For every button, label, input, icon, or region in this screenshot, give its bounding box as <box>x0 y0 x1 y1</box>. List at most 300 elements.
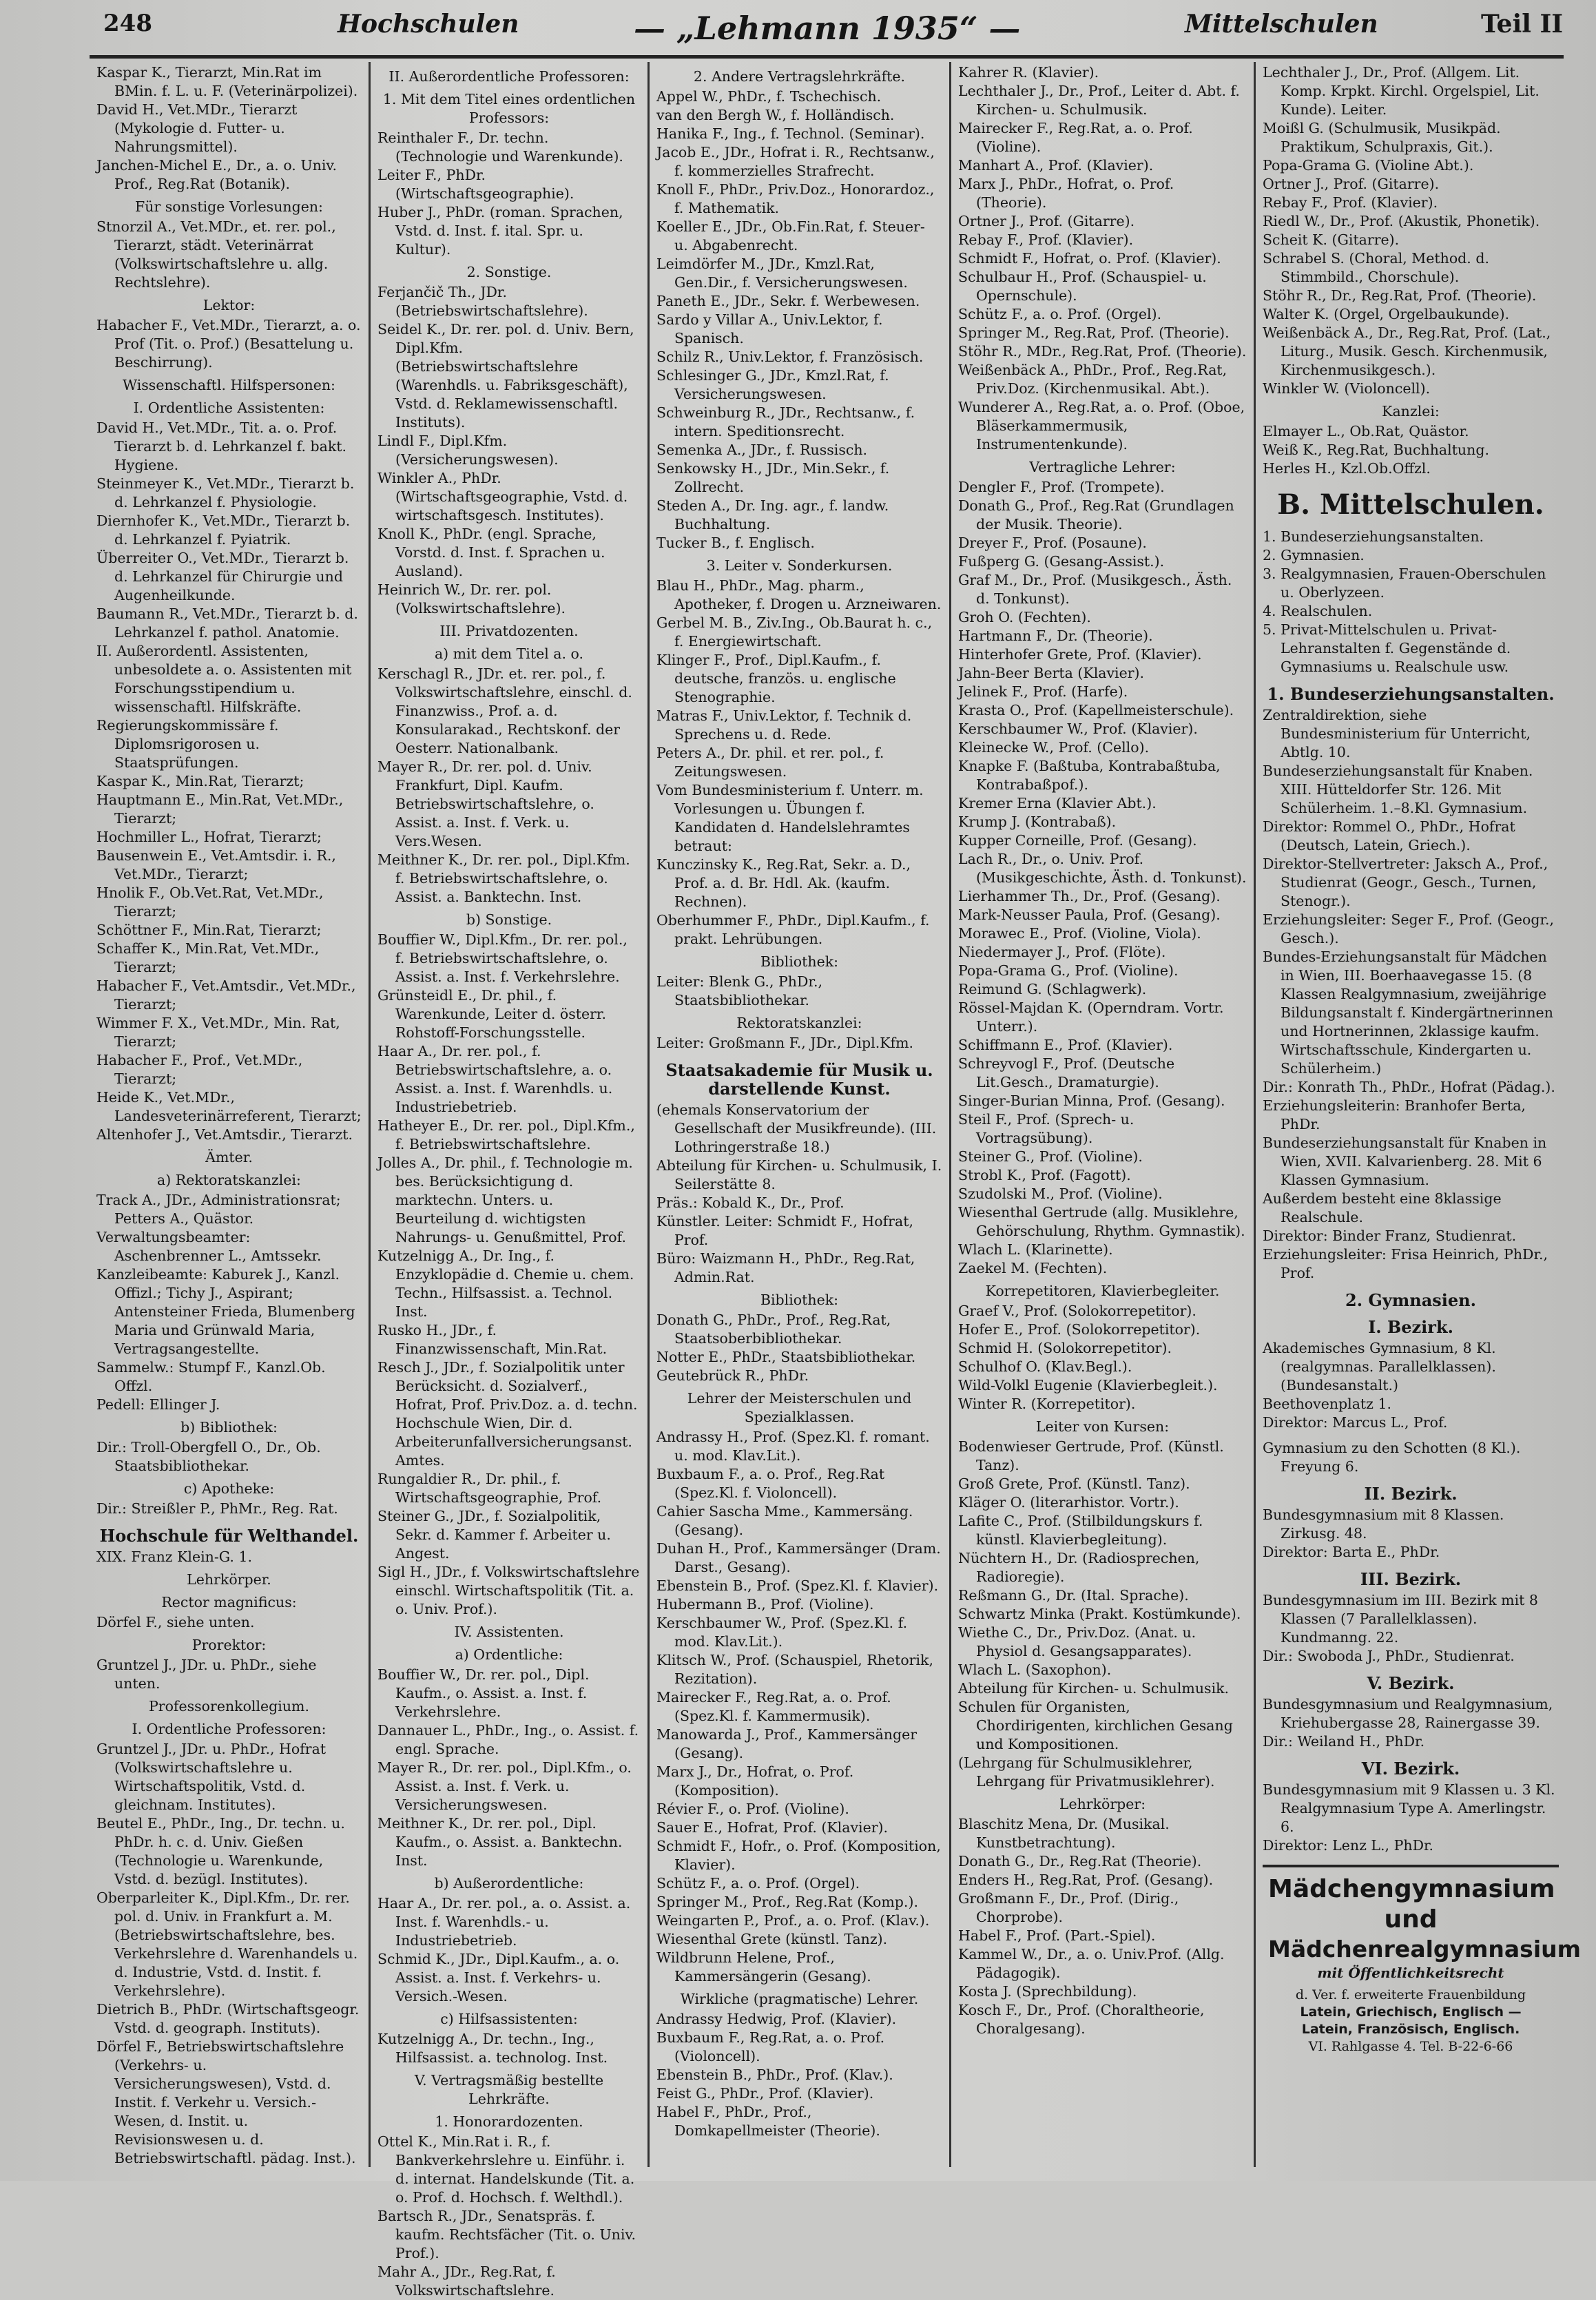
entry-text: Peters A., Dr. phil. et rer. pol., f. Zeitungswesen. <box>656 745 884 780</box>
entry-text: Szudolski M., Prof. (Violine). <box>958 1185 1163 1202</box>
ad-title-line-1: Mädchengymnasium und <box>1268 1875 1555 1934</box>
entry-text: Erziehungsleiterin: Branhofer Berta, PhDr. <box>1263 1097 1526 1132</box>
entry-text: Hatheyer E., Dr. rer. pol., Dipl.Kfm., f. Betriebswirtschaftslehre. <box>377 1117 635 1152</box>
entry-text: Wimmer F. X., Vet.MDr., Min. Rat, Tierarzt; <box>96 1015 340 1050</box>
entry-text: Strobl K., Prof. (Fagott). <box>958 1167 1131 1183</box>
entry-text: Klinger F., Prof., Dipl.Kaufm., f. deutsche, französ. u. englische Stenographie. <box>656 652 896 705</box>
entry-text: Künstler. Leiter: Schmidt F., Hofrat, Prof. <box>656 1213 913 1248</box>
entry-text: Rusko H., JDr., f. Finanzwissenschaft, Min.Rat. <box>377 1322 608 1357</box>
entry-text: Steil F., Prof. (Sprech- u. Vortragsübung). <box>958 1111 1134 1146</box>
entry-text: Winkler A., PhDr. (Wirtschaftsgeographie, Vstd. d. wirtschaftsgesch. Institutes). <box>377 470 628 524</box>
section-heading: Professorenkollegium. <box>148 1698 310 1714</box>
entry-text: Weißenbäck A., PhDr., Prof., Reg.Rat, Priv.Doz. (Kirchenmusikal. Abt.). <box>958 362 1227 397</box>
section-heading: III. Privatdozenten. <box>439 623 579 639</box>
entry-text: Kaspar K., Min.Rat, Tierarzt; <box>96 773 304 789</box>
entry-text: Lindl F., Dipl.Kfm. (Versicherungswesen). <box>377 433 559 468</box>
entry-text: Gerbel M. B., Ziv.Ing., Ob.Baurat h. c., f. Energiewirtschaft. <box>656 614 933 650</box>
entry-text: Abteilung für Kirchen- u. Schulmusik, I. Seilerstätte 8. <box>656 1157 942 1192</box>
entry-text: Janchen-Michel E., Dr., a. o. Univ. Prof., Reg.Rat (Botanik). <box>96 157 338 192</box>
section-heading: Kanzlei: <box>1382 403 1440 419</box>
section-heading: IV. Assistenten. <box>454 1624 564 1640</box>
section-heading: 2. Sonstige. <box>466 264 552 280</box>
entry-text: Hochmiller L., Hofrat, Tierarzt; <box>96 829 322 845</box>
entry-text: Sammelw.: Stumpf F., Kanzl.Ob. Offzl. <box>96 1359 326 1394</box>
page-number: 248 <box>103 10 152 37</box>
entry-text: Lechthaler J., Dr., Prof. (Allgem. Lit. Komp. Krpkt. Kirchl. Orgelspiel, Lit. Kunde). Leiter. <box>1263 64 1540 118</box>
section-heading: a) mit dem Titel a. o. <box>434 645 584 662</box>
section-heading: 3. Leiter v. Sonderkursen. <box>706 557 893 574</box>
entry-text: Ottel K., Min.Rat i. R., f. Bankverkehrslehre u. Einführ. i. d. internat. Handelskunde (Tit. a. o. Prof. d. Hochsch. f. Welthdl.). <box>377 2133 635 2206</box>
section-heading: I. Ordentliche Assistenten: <box>133 400 325 416</box>
section-heading: Rector magnificus: <box>161 1594 297 1610</box>
entry-text: Schulhof O. (Klav.Begl.). <box>958 1358 1132 1375</box>
entry-text: Steinmeyer K., Vet.MDr., Tierarzt b. d. Lehrkanzel f. Physiologie. <box>96 475 355 510</box>
entry-text: Schulen für Organisten, Chordirigenten, kirchlichen Gesang und Kompositionen. <box>958 1699 1233 1752</box>
entry-text: Schaffer K., Min.Rat, Vet.MDr., Tierarzt; <box>96 940 320 975</box>
entry-text: Walter K. (Orgel, Orgelbaukunde). <box>1263 306 1510 322</box>
entry-text: Huber J., PhDr. (roman. Sprachen, Vstd. d. Inst. f. ital. Spr. u. Kultur). <box>377 204 623 258</box>
entry-text: Hartmann F., Dr. (Theorie). <box>958 628 1153 644</box>
entry-text: Kerschbaumer W., Prof. (Klavier). <box>958 721 1198 737</box>
entry-text: Blaschitz Mena, Dr. (Musikal. Kunstbetrachtung). <box>958 1816 1170 1851</box>
entry-text: Überreiter O., Vet.MDr., Tierarzt b. d. Lehrkanzel für Chirurgie und Augenheilkunde. <box>96 550 349 603</box>
entry-text: Wunderer A., Reg.Rat, a. o. Prof. (Oboe, Bläserkammermusik, Instrumentenkunde). <box>958 399 1245 453</box>
entry-text: Schöttner F., Min.Rat, Tierarzt; <box>96 922 322 938</box>
entry-text: Schmid K., JDr., Dipl.Kaufm., a. o. Assist. a. Inst. f. Verkehrs- u. Versich.-Wesen. <box>377 1951 620 2004</box>
running-title-left: Hochschulen <box>338 10 519 39</box>
entry-text: Gruntzel J., JDr. u. PhDr., siehe unten. <box>96 1657 317 1692</box>
entry-text: Wiesenthal Grete (künstl. Tanz). <box>656 1931 888 1947</box>
entry-text: Vom Bundesministerium f. Unterr. m. Vorlesungen u. Übungen f. Kandidaten d. Handelslehramtes betraut: <box>656 782 924 854</box>
entry-text: Cahier Sascha Mme., Kammersäng. (Gesang). <box>656 1503 913 1538</box>
entry-text: (Lehrgang für Schulmusiklehrer, Lehrgang für Privatmusiklehrer). <box>958 1754 1215 1790</box>
ad-subtitle: mit Öffentlichkeitsrecht <box>1317 1965 1504 1981</box>
entry-text: van den Bergh W., f. Holländisch. <box>656 107 895 123</box>
entry-text: Appel W., PhDr., f. Tschechisch. <box>656 88 882 105</box>
entry-text: Semenka A., JDr., f. Russisch. <box>656 442 868 458</box>
entry-text: Heide K., Vet.MDr., Landesveterinärreferent, Tierarzt; <box>96 1089 362 1124</box>
section-heading: Vertragliche Lehrer: <box>1029 459 1176 475</box>
entry-text: Kremer Erna (Klavier Abt.). <box>958 795 1157 811</box>
column-divider <box>647 62 650 2167</box>
entry-text: Kläger O. (literarhistor. Vortr.). <box>958 1494 1179 1511</box>
ad-title-line-2: Mädchenrealgymnasium <box>1268 1936 1582 1962</box>
entry-text: Beethovenplatz 1. <box>1263 1396 1392 1412</box>
entry-text: Schmidt F., Hofrat, o. Prof. (Klavier). <box>958 250 1221 267</box>
entry-text: Schweinburg R., JDr., Rechtsanw., f. intern. Speditionsrecht. <box>656 404 915 439</box>
entry-text: Büro: Waizmann H., PhDr., Reg.Rat, Admin.Rat. <box>656 1250 915 1285</box>
entry-text: Graef V., Prof. (Solokorrepetitor). <box>958 1303 1196 1319</box>
section-heading: Staatsakademie für Musik u. darstellende Kunst. <box>665 1060 933 1099</box>
entry-text: Duhan H., Prof., Kammersänger (Dram. Darst., Gesang). <box>656 1540 941 1575</box>
entry-text: Bartsch R., JDr., Senatspräs. f. kaufm. Rechtsfächer (Tit. o. Univ. Prof.). <box>377 2208 636 2261</box>
entry-text: Reimund G. (Schlagwerk). <box>958 981 1147 997</box>
section-heading: II. Bezirk. <box>1364 1484 1458 1504</box>
entry-text: Dengler F., Prof. (Trompete). <box>958 479 1165 495</box>
entry-text: Jacob E., JDr., Hofrat i. R., Rechtsanw., f. kommerzielles Strafrecht. <box>656 144 935 179</box>
entry-text: Schmidt F., Hofr., o. Prof. (Komposition, Klavier). <box>656 1838 941 1873</box>
entry-text: Knapke F. (Baßtuba, Kontrabaßtuba, Kontrabaßpof.). <box>958 758 1221 793</box>
entry-text: David H., Vet.MDr., Tierarzt (Mykologie d. Futter- u. Nahrungsmittel). <box>96 101 298 155</box>
entry-text: Lafite C., Prof. (Stilbildungskurs f. künstl. Klavierbegleitung). <box>958 1513 1203 1548</box>
entry-text: Meithner K., Dr. rer. pol., Dipl. Kaufm., o. Assist. a. Banktechn. Inst. <box>377 1815 623 1869</box>
entry-text: Baumann R., Vet.MDr., Tierarzt b. d. Lehrkanzel f. pathol. Anatomie. <box>96 605 358 641</box>
entry-text: Krasta O., Prof. (Kapellmeisterschule). <box>958 702 1234 718</box>
entry-text: Senkowsky H., JDr., Min.Sekr., f. Zollrecht. <box>656 460 890 495</box>
entry-text: Dir.: Streißler P., PhMr., Reg. Rat. <box>96 1500 338 1517</box>
entry-text: Hnolik F., Ob.Vet.Rat, Vet.MDr., Tierarzt; <box>96 884 324 920</box>
entry-text: Klitsch W., Prof. (Schauspiel, Rhetorik, Rezitation). <box>656 1652 933 1687</box>
entry-text: Donath G., Dr., Reg.Rat (Theorie). <box>958 1853 1202 1869</box>
entry-text: Hanika F., Ing., f. Technol. (Seminar). <box>656 125 925 142</box>
entry-text: Ebenstein B., Prof. (Spez.Kl. f. Klavier). <box>656 1577 939 1594</box>
section-heading: Lektor: <box>203 297 256 313</box>
entry-text: 4. Realschulen. <box>1263 603 1373 619</box>
entry-text: Haar A., Dr. rer. pol., f. Betriebswirtschaftslehre, a. o. Assist. a. Inst. f. Warenhdls. u. Industriebetrieb. <box>377 1043 613 1115</box>
text-column-5 <box>1263 63 1582 2181</box>
entry-text: Schmid H. (Solokorrepetitor). <box>958 1340 1172 1356</box>
entry-text: Ebenstein B., PhDr., Prof. (Klav.). <box>656 2066 893 2083</box>
section-heading: b) Außerordentliche: <box>434 1875 584 1892</box>
entry-text: Hauptmann E., Min.Rat, Vet.MDr., Tierarzt; <box>96 791 344 827</box>
entry-text: Oberparleiter K., Dipl.Kfm., Dr. rer. pol. d. Univ. in Frankfurt a. M. (Betriebswirtschaftslehre, bes. Verkehrslehre d. Warenhandels u. d. Industrie, Vstd. d. Instit. f. Verkehrslehre). <box>96 1889 358 1999</box>
entry-text: Jahn-Beer Berta (Klavier). <box>958 665 1145 681</box>
entry-text: Habacher F., Vet.Amtsdir., Vet.MDr., Tierarzt; <box>96 977 356 1013</box>
entry-text: Moißl G. (Schulmusik, Musikpäd. Praktikum, Schulpraxis, Git.). <box>1263 120 1501 155</box>
section-heading: c) Apotheke: <box>183 1480 275 1497</box>
entry-text: Dörfel F., Betriebswirtschaftslehre (Verkehrs- u. Versicherungswesen), Vstd. d. Instit. f. Verkehr u. Versich.-Wesen, d. Instit. u. Revisionswesen u. d. Betriebswirtschaftl. pädag. Inst.). <box>96 2038 356 2166</box>
entry-text: Außerdem besteht eine 8klassige Realschule. <box>1263 1190 1502 1225</box>
section-heading: a) Rektoratskanzlei: <box>157 1172 301 1188</box>
entry-text: Wlach L. (Saxophon). <box>958 1661 1112 1678</box>
entry-text: Steiner G., JDr., f. Sozialpolitik, Sekr. d. Kammer f. Arbeiter u. Angest. <box>377 1508 611 1562</box>
entry-text: Direktor: Lenz L., PhDr. <box>1263 1837 1434 1854</box>
entry-text: Leiter: Großmann F., JDr., Dipl.Kfm. <box>656 1035 914 1051</box>
entry-text: Popa-Grama G., Prof. (Violine). <box>958 962 1179 979</box>
entry-text: Singer-Burian Minna, Prof. (Gesang). <box>958 1092 1225 1109</box>
entry-text: Rössel-Majdan K. (Operndram. Vortr. Unterr.). <box>958 999 1224 1035</box>
section-heading: Prorektor: <box>191 1637 267 1653</box>
entry-text: Habel F., Prof. (Part.-Spiel). <box>958 1927 1156 1944</box>
entry-text: Pedell: Ellinger J. <box>96 1396 220 1413</box>
entry-text: Hofer E., Prof. (Solokorrepetitor). <box>958 1321 1201 1338</box>
entry-text: Track A., JDr., Administrationsrat; Petters A., Quästor. <box>96 1192 341 1227</box>
entry-text: Steden A., Dr. Ing. agr., f. landw. Buchhaltung. <box>656 497 889 532</box>
entry-text: Mahr A., JDr., Reg.Rat, f. Volkswirtschaftslehre. <box>377 2263 556 2299</box>
section-heading: 1. Bundeserziehungsanstalten. <box>1267 684 1555 704</box>
entry-text: Schlesinger G., JDr., Kmzl.Rat, f. Versicherungswesen. <box>656 367 889 402</box>
entry-text: Schütz F., a. o. Prof. (Orgel). <box>656 1875 860 1892</box>
entry-text: Wlach L. (Klarinette). <box>958 1241 1113 1258</box>
entry-text: Bouffier W., Dipl.Kfm., Dr. rer. pol., f. Betriebswirtschaftslehre, o. Assist. a. Inst. f. Verkehrslehre. <box>377 931 628 985</box>
entry-text: Morawec E., Prof. (Violine, Viola). <box>958 925 1201 942</box>
entry-text: Mairecker F., Reg.Rat, a. o. Prof. (Spez.Kl. f. Kammermusik). <box>656 1689 891 1724</box>
entry-text: Lach R., Dr., o. Univ. Prof. (Musikgeschichte, Ästh. d. Tonkunst). <box>958 851 1247 886</box>
entry-text: Kutzelnigg A., Dr. techn., Ing., Hilfsassist. a. technolog. Inst. <box>377 2031 608 2066</box>
entry-text: Schiffmann E., Prof. (Klavier). <box>958 1037 1173 1053</box>
entry-text: Großmann F., Dr., Prof. (Dirig., Chorprobe). <box>958 1890 1179 1925</box>
entry-text: Abteilung für Kirchen- u. Schulmusik. <box>958 1680 1230 1697</box>
entry-text: 2. Gymnasien. <box>1263 547 1365 563</box>
entry-text: Meithner K., Dr. rer. pol., Dipl.Kfm. f. Betriebswirtschaftslehre, o. Assist. a. Banktechn. Inst. <box>377 851 630 905</box>
entry-text: Donath G., Prof., Reg.Rat (Grundlagen der Musik. Theorie). <box>958 497 1234 532</box>
entry-text: Springer M., Reg.Rat, Prof. (Theorie). <box>958 324 1230 341</box>
entry-text: Verwaltungsbeamter: Aschenbrenner L., Amtssekr. <box>96 1229 322 1264</box>
entry-text: Kammel W., Dr., a. o. Univ.Prof. (Allg. Pädagogik). <box>958 1946 1225 1981</box>
entry-text: Lierhammer Th., Dr., Prof. (Gesang). <box>958 888 1221 904</box>
entry-text: Zentraldirektion, siehe Bundesministerium für Unterricht, Abtlg. 10. <box>1263 707 1531 760</box>
entry-text: Marx J., Dr., Hofrat, o. Prof. (Komposition). <box>656 1763 854 1799</box>
entry-text: Mairecker F., Reg.Rat, a. o. Prof. (Violine). <box>958 120 1193 155</box>
entry-text: Manhart A., Prof. (Klavier). <box>958 157 1154 174</box>
entry-text: (ehemals Konservatorium der Gesellschaft der Musikfreunde). (III. Lothringerstraße 18.) <box>656 1101 937 1155</box>
entry-text: Hinterhofer Grete, Prof. (Klavier). <box>958 646 1202 663</box>
ad-address: VI. Rahlgasse 4. Tel. B-22-6-66 <box>1308 2039 1513 2054</box>
entry-text: Sauer E., Hofrat, Prof. (Klavier). <box>656 1819 889 1836</box>
entry-text: Koeller E., JDr., Ob.Fin.Rat, f. Steuer- u. Abgabenrecht. <box>656 218 925 253</box>
entry-text: Kosta J. (Sprechbildung). <box>958 1983 1137 2000</box>
entry-text: Kahrer R. (Klavier). <box>958 64 1099 81</box>
entry-text: Grünsteidl E., Dr. phil., f. Warenkunde, Leiter d. österr. Rohstoff-Forschungsstelle. <box>377 987 606 1041</box>
section-heading: I. Ordentliche Professoren: <box>132 1721 327 1737</box>
entry-text: Schreyvogl F., Prof. (Deutsche Lit.Gesch., Dramaturgie). <box>958 1055 1175 1090</box>
section-heading: Leiter von Kursen: <box>1035 1418 1170 1435</box>
entry-text: Akademisches Gymnasium, 8 Kl. (realgymnas. Parallelklassen). (Bundesanstalt.) <box>1263 1340 1496 1394</box>
entry-text: Resch J., JDr., f. Sozialpolitik unter Berücksicht. d. Sozialverf., Hofrat, Prof. Priv.Doz. a. d. techn. Hochschule Wien, Dir. d. Arbeiterunfallversicherungsanst. Amtes. <box>377 1359 638 1469</box>
entry-text: Enders H., Reg.Rat, Prof. (Gesang). <box>958 1872 1214 1888</box>
text-column-2 <box>377 63 641 2299</box>
text-column-1 <box>96 63 362 2181</box>
entry-text: Lechthaler J., Dr., Prof., Leiter d. Abt. f. Kirchen- u. Schulmusik. <box>958 83 1240 118</box>
entry-text: David H., Vet.MDr., Tit. a. o. Prof. Tierarzt b. d. Lehrkanzel f. bakt. Hygiene. <box>96 419 347 473</box>
entry-text: Schrabel S. (Choral, Method. d. Stimmbild., Chorschule). <box>1263 250 1489 285</box>
entry-text: II. Außerordentl. Assistenten, unbesoldete a. o. Assistenten mit Forschungsstipendium u. wissenschaftl. Hilfskräfte. <box>96 643 352 715</box>
section-heading: Rektoratskanzlei: <box>736 1015 862 1031</box>
entry-text: Habacher F., Prof., Vet.MDr., Tierarzt; <box>96 1052 303 1087</box>
entry-text: Sigl H., JDr., f. Volkswirtschaftslehre einschl. Wirtschaftspolitik (Tit. a. o. Univ. Prof.). <box>377 1564 640 1617</box>
entry-text: Weiß K., Reg.Rat, Buchhaltung. <box>1263 442 1489 458</box>
entry-text: Bundes-Erziehungsanstalt für Mädchen in Wien, III. Boerhaavegasse 15. (8 Klassen Realgymnasium, zweijährige Bildungsanstalt f. Kindergärtnerinnen und Hortnerinnen, 2klassige kaufm. Wirtschaftsschule, Kindergarten u. Schülerheim.) <box>1263 949 1553 1077</box>
section-heading: II. Außerordentliche Professoren: <box>388 68 630 85</box>
entry-text: Kerschbaumer W., Prof. (Spez.Kl. f. mod. Klav.Lit.). <box>656 1615 908 1650</box>
entry-text: Scheit K. (Gitarre). <box>1263 231 1400 248</box>
entry-text: Sardo y Villar A., Univ.Lektor, f. Spanisch. <box>656 311 883 346</box>
entry-text: Bundeserziehungsanstalt für Knaben. XIII. Hütteldorfer Str. 126. Mit Schülerheim. 1.–8.Kl. Gymnasium. <box>1263 763 1533 816</box>
entry-text: Diernhofer K., Vet.MDr., Tierarzt b. d. Lehrkanzel f. Pyiatrik. <box>96 512 351 548</box>
section-heading: B. Mittelschulen. <box>1277 488 1544 521</box>
text-column-3 <box>656 63 942 2181</box>
entry-text: Weingarten P., Prof., a. o. Prof. (Klav.). <box>656 1912 930 1929</box>
entry-text: Reinthaler F., Dr. techn. (Technologie und Warenkunde). <box>377 129 623 165</box>
section-heading: 2. Gymnasien. <box>1345 1290 1476 1310</box>
entry-text: Kaspar K., Tierarzt, Min.Rat im BMin. f. L. u. F. (Veterinärpolizei). <box>96 64 358 99</box>
entry-text: Hubermann B., Prof. (Violine). <box>656 1596 874 1613</box>
entry-text: Herles H., Kzl.Ob.Offzl. <box>1263 460 1431 477</box>
entry-text: Marx J., PhDr., Hofrat, o. Prof. (Theorie). <box>958 176 1174 211</box>
section-heading: VI. Bezirk. <box>1361 1759 1460 1779</box>
entry-text: Reßmann G., Dr. (Ital. Sprache). <box>958 1587 1189 1604</box>
entry-text: Buxbaum F., a. o. Prof., Reg.Rat (Spez.Kl. f. Violoncell). <box>656 1466 885 1501</box>
column-divider <box>1254 62 1256 2167</box>
section-heading: b) Bibliothek: <box>180 1419 278 1436</box>
entry-text: Kerschagl R., JDr. et. rer. pol., f. Volkswirtschaftslehre, einschl. d. Finanzwiss., Prof. a. d. Konsularakad., Rechtskonf. der Oesterr. Nationalbank. <box>377 665 632 756</box>
section-heading: V. Vertragsmäßig bestellte Lehrkräfte. <box>414 2072 604 2107</box>
entry-text: Direktor: Rommel O., PhDr., Hofrat (Deutsch, Latein, Griech.). <box>1263 818 1515 853</box>
section-heading: V. Bezirk. <box>1367 1673 1455 1693</box>
entry-text: Matras F., Univ.Lektor, f. Technik d. Sprechens u. d. Rede. <box>656 707 912 743</box>
entry-text: Präs.: Kobald K., Dr., Prof. <box>656 1194 844 1211</box>
section-heading: Wirkliche (pragmatische) Lehrer. <box>680 1991 919 2007</box>
entry-text: Fußperg G. (Gesang-Assist.). <box>958 553 1165 570</box>
entry-text: Wildbrunn Helene, Prof., Kammersängerin (Gesang). <box>656 1949 871 1985</box>
entry-text: Knoll F., PhDr., Priv.Doz., Honorardoz., f. Mathematik. <box>656 181 935 216</box>
entry-text: Schwartz Minka (Prakt. Kostümkunde). <box>958 1606 1241 1622</box>
entry-text: Bundeserziehungsanstalt für Knaben in Wien, XVII. Kalvarienberg. 28. Mit 6 Klassen Gymnasium. <box>1263 1135 1547 1188</box>
entry-text: Leiter: Blenk G., PhDr., Staatsbibliothekar. <box>656 973 822 1008</box>
school-advertisement <box>1263 1865 1582 2062</box>
running-title-center: — „Lehmann 1935“ — <box>634 10 1021 47</box>
entry-text: Knoll K., PhDr. (engl. Sprache, Vorstd. d. Inst. f. Sprachen u. Ausland). <box>377 526 605 579</box>
entry-text: Kosch F., Dr., Prof. (Choraltheorie, Choralgesang). <box>958 2002 1205 2037</box>
entry-text: 5. Privat-Mittelschulen u. Privat-Lehranstalten f. Gegenstände d. Gymnasiums u. Realschule usw. <box>1263 621 1511 675</box>
section-heading: Ämter. <box>205 1149 253 1165</box>
entry-text: Rebay F., Prof. (Klavier). <box>1263 194 1438 211</box>
entry-text: Bundesgymnasium mit 9 Klassen u. 3 Kl. Realgymnasium Type A. Amerlingstr. 6. <box>1263 1781 1555 1835</box>
entry-text: Ortner J., Prof. (Gitarre). <box>958 213 1135 229</box>
entry-text: Tucker B., f. Englisch. <box>656 535 815 551</box>
entry-text: Bodenwieser Gertrude, Prof. (Künstl. Tanz). <box>958 1438 1224 1473</box>
entry-text: Springer M., Prof., Reg.Rat (Komp.). <box>656 1894 918 1910</box>
entry-text: Wild-Volkl Eugenie (Klavierbegleit.). <box>958 1377 1218 1394</box>
header-rule <box>90 55 1564 59</box>
entry-text: Bundesgymnasium im III. Bezirk mit 8 Klassen (7 Parallelklassen). Kundmanng. 22. <box>1263 1592 1538 1646</box>
entry-text: Bouffier W., Dr. rer. pol., Dipl. Kaufm., o. Assist. a. Inst. f. Verkehrslehre. <box>377 1666 590 1720</box>
entry-text: Ortner J., Prof. (Gitarre). <box>1263 176 1440 192</box>
entry-text: Kupper Corneille, Prof. (Gesang). <box>958 832 1197 849</box>
section-heading: Lehrer der Meisterschulen und Spezialklassen. <box>687 1390 912 1425</box>
section-heading: Hochschule für Welthandel. <box>99 1526 359 1546</box>
entry-text: Dir.: Weiland H., PhDr. <box>1263 1733 1425 1750</box>
entry-text: Erziehungsleiter: Frisa Heinrich, PhDr., Prof. <box>1263 1246 1548 1281</box>
entry-text: Stnorzil A., Vet.MDr., et. rer. pol., Tierarzt, städt. Veterinärrat (Volkswirtschaftslehre u. allg. Rechtslehre). <box>96 218 336 291</box>
entry-text: Direktor: Binder Franz, Studienrat. <box>1263 1227 1517 1244</box>
section-heading: Bibliothek: <box>760 953 839 970</box>
section-heading: Korrepetitoren, Klavierbegleiter. <box>985 1283 1220 1299</box>
entry-text: Schütz F., a. o. Prof. (Orgel). <box>958 306 1162 322</box>
entry-text: Groß Grete, Prof. (Künstl. Tanz). <box>958 1475 1190 1492</box>
section-heading: Wissenschaftl. Hilfspersonen: <box>123 377 335 393</box>
ad-languages: Latein, Griechisch, Englisch — <box>1300 2004 1522 2020</box>
entry-text: Rebay F., Prof. (Klavier). <box>958 231 1134 248</box>
entry-text: Dreyer F., Prof. (Posaune). <box>958 535 1147 551</box>
section-heading: Für sonstige Vorlesungen: <box>135 198 323 215</box>
section-heading: 2. Andere Vertragslehrkräfte. <box>693 68 906 85</box>
entry-text: Direktor: Marcus L., Prof. <box>1263 1414 1448 1431</box>
column-divider <box>369 62 371 2167</box>
entry-text: Dannauer L., PhDr., Ing., o. Assist. f. engl. Sprache. <box>377 1722 639 1757</box>
entry-text: Leiter F., PhDr. (Wirtschaftsgeographie). <box>377 167 574 202</box>
entry-text: Habel F., PhDr., Prof., Domkapellmeister (Theorie). <box>656 2104 880 2139</box>
entry-text: Seidel K., Dr. rer. pol. d. Univ. Bern, Dipl.Kfm. (Betriebswirtschaftslehre (Warenhdls. u. Fabriksgeschäft), Vstd. d. Reklamewissenschaftl. Instituts). <box>377 321 634 431</box>
entry-text: Haar A., Dr. rer. pol., a. o. Assist. a. Inst. f. Warenhdls.- u. Industriebetrieb. <box>377 1895 631 1949</box>
entry-text: Weißenbäck A., Dr., Reg.Rat, Prof. (Lat., Liturg., Musik. Gesch. Kirchenmusik, Kirchenmusikgesch.). <box>1263 324 1551 378</box>
entry-text: Ferjančič Th., JDr. (Betriebswirtschaftslehre). <box>377 284 588 319</box>
entry-text: Stöhr R., Dr., Reg.Rat, Prof. (Theorie). <box>1263 287 1537 304</box>
text-column-4 <box>958 63 1247 2181</box>
entry-text: Kleinecke W., Prof. (Cello). <box>958 739 1150 756</box>
entry-text: Winter R. (Korrepetitor). <box>958 1396 1136 1412</box>
entry-text: Altenhofer J., Vet.Amtsdir., Tierarzt. <box>96 1126 353 1143</box>
entry-text: Erziehungsleiter: Seger F., Prof. (Geogr., Gesch.). <box>1263 911 1555 946</box>
entry-text: 1. Bundeserziehungsanstalten. <box>1263 528 1484 545</box>
entry-text: Bundesgymnasium und Realgymnasium, Kriehubergasse 28, Rainergasse 39. <box>1263 1696 1553 1731</box>
entry-text: Leimdörfer M., JDr., Kmzl.Rat, Gen.Dir., f. Versicherungswesen. <box>656 256 908 291</box>
entry-text: Dörfel F., siehe unten. <box>96 1614 255 1630</box>
entry-text: Schilz R., Univ.Lektor, f. Französisch. <box>656 349 924 365</box>
section-heading: I. Bezirk. <box>1368 1317 1453 1337</box>
entry-text: Habacher F., Vet.MDr., Tierarzt, a. o. Prof (Tit. o. Prof.) (Besattelung u. Beschirrung). <box>96 317 361 371</box>
entry-text: Wiesenthal Gertrude (allg. Musiklehre, Gehörschulung, Rhythm. Gymnastik). <box>958 1204 1245 1239</box>
entry-text: Notter E., PhDr., Staatsbibliothekar. <box>656 1349 916 1365</box>
entry-text: Gruntzel J., JDr. u. PhDr., Hofrat (Volkswirtschaftslehre u. Wirtschaftspolitik, Vstd. d. gleichnam. Institutes). <box>96 1741 327 1813</box>
entry-text: Bundesgymnasium mit 8 Klassen. Zirkusg. 48. <box>1263 1506 1504 1542</box>
entry-text: Andrassy Hedwig, Prof. (Klavier). <box>656 2011 897 2027</box>
section-heading: Lehrkörper. <box>187 1571 271 1588</box>
spacer <box>1263 1432 1559 1439</box>
section-heading: 1. Mit dem Titel eines ordentlichen Professors: <box>382 91 636 126</box>
section-heading: Bibliothek: <box>760 1292 839 1308</box>
entry-text: Heinrich W., Dr. rer. pol. (Volkswirtschaftslehre). <box>377 581 566 617</box>
entry-text: Stöhr R., MDr., Reg.Rat, Prof. (Theorie). <box>958 343 1247 360</box>
entry-text: 3. Realgymnasien, Frauen-Oberschulen u. Oberlyzeen. <box>1263 566 1546 601</box>
entry-text: Kanzleibeamte: Kaburek J., Kanzl. Offizl.; Tichy J., Aspirant; Antensteiner Frieda, Blumenberg Maria und Grünwald Maria, Vertragsangestellte. <box>96 1266 355 1357</box>
entry-text: Gymnasium zu den Schotten (8 Kl.). Freyung 6. <box>1263 1440 1521 1475</box>
entry-text: Dir.: Konrath Th., PhDr., Hofrat (Pädag.). <box>1263 1079 1555 1095</box>
entry-text: Blau H., PhDr., Mag. pharm., Apotheker, f. Drogen u. Arzneiwaren. <box>656 577 942 612</box>
entry-text: Oberhummer F., PhDr., Dipl.Kaufm., f. prakt. Lehrübungen. <box>656 912 930 947</box>
entry-text: Mayer R., Dr. rer. pol., Dipl.Kfm., o. Assist. a. Inst. f. Verk. u. Versicherungswesen. <box>377 1759 632 1813</box>
section-heading: c) Hilfsassistenten: <box>440 2011 578 2027</box>
entry-text: Manowarda J., Prof., Kammersänger (Gesang). <box>656 1726 918 1761</box>
entry-text: Steiner G., Prof. (Violine). <box>958 1148 1143 1165</box>
entry-text: Buxbaum F., Reg.Rat, a. o. Prof. (Violoncell). <box>656 2029 885 2064</box>
entry-text: Elmayer L., Ob.Rat, Quästor. <box>1263 423 1469 439</box>
entry-text: Paneth E., JDr., Sekr. f. Werbewesen. <box>656 293 920 309</box>
section-heading: III. Bezirk. <box>1360 1569 1462 1589</box>
entry-text: Direktor-Stellvertreter: Jaksch A., Prof., Studienrat (Geogr., Gesch., Turnen, Stenogr.). <box>1263 856 1548 909</box>
entry-text: Niedermayer J., Prof. (Flöte). <box>958 944 1166 960</box>
entry-text: Schulbaur H., Prof. (Schauspiel- u. Opernschule). <box>958 269 1207 304</box>
entry-text: Popa-Grama G. (Violine Abt.). <box>1263 157 1474 174</box>
part-label: Teil II <box>1481 10 1564 39</box>
entry-text: Winkler W. (Violoncell). <box>1263 380 1431 397</box>
entry-text: Geutebrück R., PhDr. <box>656 1367 809 1384</box>
entry-text: Dir.: Troll-Obergfell O., Dr., Ob. Staatsbibliothekar. <box>96 1439 321 1474</box>
entry-text: Riedl W., Dr., Prof. (Akustik, Phonetik). <box>1263 213 1540 229</box>
entry-text: Wiethe C., Dr., Priv.Doz. (Anat. u. Physiol d. Gesangsapparates). <box>958 1624 1196 1659</box>
entry-text: Dietrich B., PhDr. (Wirtschaftsgeogr. Vstd. d. geograph. Instituts). <box>96 2001 360 2036</box>
entry-text: Dir.: Swoboda J., PhDr., Studienrat. <box>1263 1648 1515 1664</box>
page-header <box>0 0 1596 63</box>
entry-text: Jolles A., Dr. phil., f. Technologie m. bes. Berücksichtigung d. marktechn. Unters. u. Beurteilung d. wichtigsten Nahrungs- u. Genußmittel, Prof. <box>377 1154 633 1245</box>
entry-text: Mayer R., Dr. rer. pol. d. Univ. Frankfurt, Dipl. Kaufm. Betriebswirtschaftslehre, o. Assist. a. Inst. f. Verk. u. Vers.Wesen. <box>377 758 594 849</box>
entry-text: Kutzelnigg A., Dr. Ing., f. Enzyklopädie d. Chemie u. chem. Techn., Hilfsassist. a. Technol. Inst. <box>377 1247 634 1320</box>
section-heading: Lehrkörper: <box>1059 1796 1146 1812</box>
entry-text: Bausenwein E., Vet.Amtsdir. i. R., Vet.MDr., Tierarzt; <box>96 847 336 882</box>
entry-text: Groh O. (Fechten). <box>958 609 1091 625</box>
section-heading: a) Ordentliche: <box>455 1646 563 1663</box>
ad-text: d. Ver. f. erweiterte Frauenbildung <box>1295 1987 1526 2002</box>
